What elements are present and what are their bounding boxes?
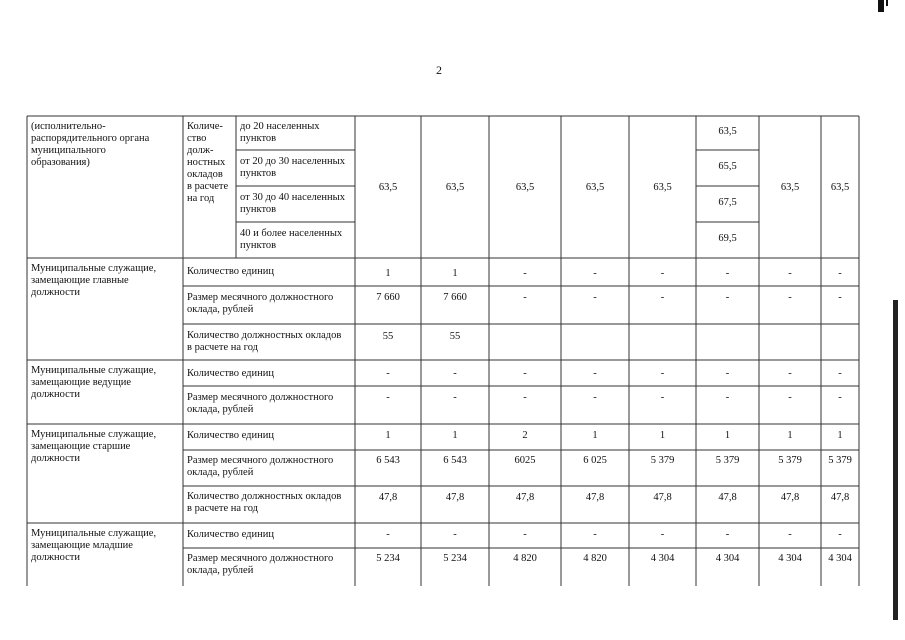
table-cell-value: - bbox=[453, 392, 457, 403]
table-cell-value: 47,8 bbox=[780, 492, 800, 503]
table-cell-value: 47,8 bbox=[653, 492, 672, 503]
table-cell-value: - bbox=[788, 268, 792, 279]
table-cell-value: - bbox=[593, 368, 597, 379]
top-value-col1: 63,5 bbox=[378, 182, 398, 193]
table-cell-value: - bbox=[838, 392, 842, 403]
table-cell-value: 6 543 bbox=[376, 455, 400, 466]
table-cell-value: 4 820 bbox=[583, 553, 607, 564]
table-cell-value: - bbox=[788, 292, 792, 303]
table-cell-value: 6 025 bbox=[583, 455, 607, 466]
table-cell-value: - bbox=[453, 529, 457, 540]
top-value-col6-range3: 67,5 bbox=[718, 197, 737, 208]
table-cell-value: - bbox=[660, 529, 665, 540]
table-cell-value: - bbox=[660, 268, 665, 279]
table-cell-value: 1 bbox=[385, 268, 391, 279]
table-cell-value: 55 bbox=[382, 331, 394, 342]
top-value-col3: 63,5 bbox=[515, 182, 535, 193]
table-cell-value: 47,8 bbox=[830, 492, 850, 503]
row-label: Размер месячного должностного оклада, рублей bbox=[187, 392, 334, 415]
table-cell-value: 1 bbox=[724, 430, 731, 441]
table-cell-value: 1 bbox=[659, 430, 666, 441]
table-cell-value: - bbox=[838, 268, 842, 279]
table-cell-value: 1 bbox=[787, 430, 793, 441]
table-cell-value: 4 304 bbox=[715, 553, 740, 564]
top-value-col7: 63,5 bbox=[780, 182, 800, 193]
table-cell-value: 1 bbox=[592, 430, 598, 441]
table-cell-value: - bbox=[838, 529, 842, 540]
table-cell-value: - bbox=[593, 292, 597, 303]
row-label: Количество единиц bbox=[187, 529, 275, 540]
top-value-col8: 63,5 bbox=[830, 182, 850, 193]
qty-per-year-label: Количе- ство долж- ностных окладов в расчете на год bbox=[187, 121, 229, 204]
table-cell-value: 4 304 bbox=[650, 553, 675, 564]
table-cell-value: 47,8 bbox=[718, 492, 737, 503]
table-cell-value: 5 379 bbox=[650, 455, 675, 466]
table-cell-value: 55 bbox=[449, 331, 461, 342]
range-label-4: 40 и более населенных пунктов bbox=[240, 228, 343, 251]
group-title-leading-positions: Муниципальные служащие, замещающие ведущие должности bbox=[31, 365, 157, 400]
table-cell-value: - bbox=[788, 529, 792, 540]
table-cell-value: - bbox=[660, 292, 665, 303]
table-cell-value: 4 820 bbox=[513, 553, 537, 564]
row-label: Количество должностных окладов в расчете на год bbox=[187, 491, 342, 514]
table-cell-value: - bbox=[593, 268, 597, 279]
table-cell-value: 5 379 bbox=[715, 455, 740, 466]
table-cell-value: 47,8 bbox=[378, 492, 398, 503]
table-cell-value: 1 bbox=[385, 430, 391, 441]
table-cell-value: 5 379 bbox=[828, 455, 852, 466]
table-cell-value: - bbox=[788, 368, 792, 379]
row-label: Количество должностных окладов в расчете на год bbox=[187, 330, 342, 353]
org-caption: (исполнительно- распорядительного органа муниципального образования) bbox=[31, 121, 150, 168]
top-value-col6-range4: 69,5 bbox=[718, 233, 737, 244]
top-value-col4: 63,5 bbox=[585, 182, 605, 193]
group-title-senior-positions: Муниципальные служащие, замещающие старшие должности bbox=[31, 429, 157, 464]
range-label-2: от 20 до 30 населенных пунктов bbox=[240, 156, 345, 179]
group-title-main-positions: Муниципальные служащие, замещающие главные должности bbox=[31, 263, 157, 298]
table-cell-value: - bbox=[725, 292, 730, 303]
table-cell-value: 6025 bbox=[514, 455, 536, 466]
table-cell-value: - bbox=[725, 268, 730, 279]
table-cell-value: 2 bbox=[522, 430, 528, 441]
table-cell-value: 47,8 bbox=[445, 492, 465, 503]
table-cell-value: 1 bbox=[837, 430, 843, 441]
row-label: Количество единиц bbox=[187, 368, 275, 379]
table-cell-value: - bbox=[523, 268, 527, 279]
row-label: Размер месячного должностного оклада, рублей bbox=[187, 455, 334, 478]
range-label-3: от 30 до 40 населенных пунктов bbox=[240, 192, 345, 215]
table-cell-value: 5 234 bbox=[376, 553, 400, 564]
row-label: Размер месячного должностного оклада, рублей bbox=[187, 553, 334, 576]
top-value-col5: 63,5 bbox=[653, 182, 672, 193]
table-cell-value: 5 379 bbox=[778, 455, 802, 466]
table-cell-value: - bbox=[725, 368, 730, 379]
table-cell-value: - bbox=[725, 392, 730, 403]
table-cell-value: - bbox=[725, 529, 730, 540]
row-label: Количество единиц bbox=[187, 430, 275, 441]
page-number: 2 bbox=[436, 63, 442, 77]
table-cell-value: 7 660 bbox=[443, 292, 467, 303]
table-cell-value: - bbox=[660, 368, 665, 379]
table-cell-value: - bbox=[523, 392, 527, 403]
table-cell-value: - bbox=[593, 392, 597, 403]
top-value-col6-range2: 65,5 bbox=[718, 161, 737, 172]
table-cell-value: - bbox=[386, 529, 390, 540]
table-cell-value: 1 bbox=[452, 430, 458, 441]
table-cell-value: 1 bbox=[452, 268, 458, 279]
table-cell-value: 5 234 bbox=[443, 553, 467, 564]
table-cell-value: - bbox=[386, 368, 390, 379]
row-label: Размер месячного должностного оклада, рублей bbox=[187, 292, 334, 315]
table-cell-value: 7 660 bbox=[376, 292, 400, 303]
table-cell-value: - bbox=[660, 392, 665, 403]
table-cell-value: 6 543 bbox=[443, 455, 467, 466]
top-value-col6-range1: 63,5 bbox=[718, 126, 737, 137]
table-cell-value: - bbox=[523, 292, 527, 303]
table-cell-value: - bbox=[838, 368, 842, 379]
table-cell-value: - bbox=[386, 392, 390, 403]
table-cell-value: - bbox=[453, 368, 457, 379]
table-cell-value: - bbox=[523, 529, 527, 540]
group-title-junior-positions: Муниципальные служащие, замещающие младшие должности bbox=[31, 528, 157, 563]
table-cell-value: - bbox=[788, 392, 792, 403]
row-label: Количество единиц bbox=[187, 266, 275, 277]
table-cell-value: - bbox=[523, 368, 527, 379]
range-label-1: до 20 населенных пунктов bbox=[240, 121, 320, 144]
table-cell-value: 47,8 bbox=[585, 492, 605, 503]
table-cell-value: - bbox=[593, 529, 597, 540]
table-cell-value: 47,8 bbox=[515, 492, 535, 503]
table-cell-value: 4 304 bbox=[778, 553, 802, 564]
table-cell-value: - bbox=[838, 292, 842, 303]
top-value-col2: 63,5 bbox=[445, 182, 465, 193]
table-cell-value: 4 304 bbox=[828, 553, 852, 564]
